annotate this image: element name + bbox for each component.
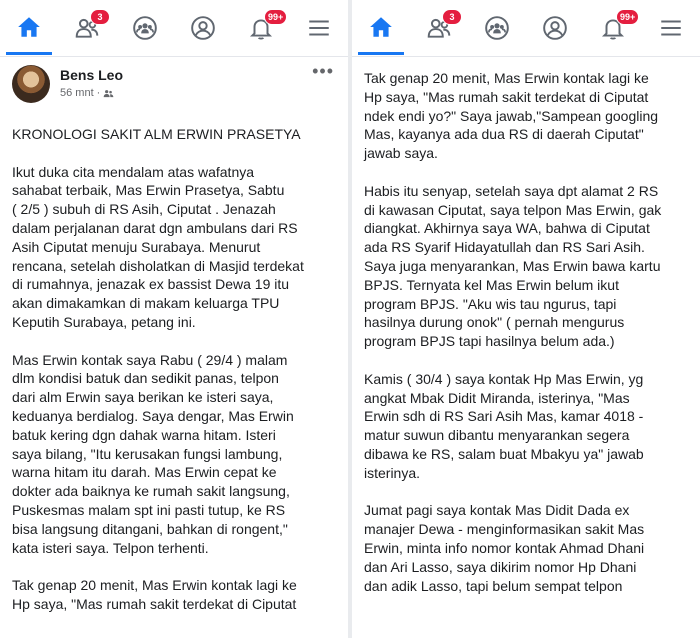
post-paragraph (364, 69, 688, 163)
post-header (0, 57, 348, 115)
text-line: Ikut duka cita mendalam atas wafatnya (12, 163, 255, 180)
nav-home[interactable] (358, 1, 404, 55)
notifications-badge: 99+ (264, 9, 287, 25)
text-line: di kawasan Ciputat, saya telpon Mas Erwin, gak (364, 201, 662, 218)
text-line: Mas, kayanya ada dua RS di daerah Ciputat" (364, 126, 644, 143)
friends-badge: 3 (90, 9, 110, 25)
text-line: KRONOLOGI SAKIT ALM ERWIN PRASETYA (12, 126, 301, 142)
post-meta: 56 mnt · (60, 87, 123, 99)
text-line: jawab saya. (364, 145, 438, 162)
text-line: saya bilang, "Itu kerusakan fungsi lambung, (12, 445, 283, 462)
text-line: dlm kondisi batuk dan sedikit panas, telpon (12, 370, 279, 387)
text-line: Jumat pagi saya kontak Mas Didit Dada ex (364, 502, 630, 519)
post-paragraph (364, 182, 688, 351)
text-line: Asih Ciputat menuju Surabaya. Menurut (12, 238, 261, 255)
text-line: Hp saya, "Mas rumah sakit terdekat di Ciputat (364, 88, 649, 105)
text-line: Keputih Surabaya, petang ini. (12, 313, 196, 330)
right-phone-screen (352, 0, 700, 638)
text-line: ada RS Syarif Hidayatullah dan RS Sari Asih. (364, 239, 645, 256)
home-icon (16, 14, 42, 40)
text-line: keduanya berdialog. Saya dengar, Mas Erwin (12, 407, 294, 424)
text-line: bisa langsung ditangani, bahkan di rongent," (12, 520, 288, 537)
notifications-badge: 99+ (616, 9, 639, 25)
text-line: diangkat. Akhirnya saya WA, bahwa di Ciputat (364, 220, 650, 237)
text-line: ( 2/5 ) subuh di RS Asih, Ciputat . Jenazah (12, 201, 276, 218)
nav-notifications[interactable] (238, 1, 284, 55)
post-body (352, 69, 700, 595)
friends-audience-icon (103, 88, 114, 99)
nav-friends[interactable] (64, 1, 110, 55)
text-line: Erwin sdh di RS Sari Asih Mas, kamar 4018 - (364, 408, 644, 425)
text-line: dan adik Lasso, tapi belum sempat telpon (364, 577, 623, 594)
home-icon (368, 14, 394, 40)
text-line: Erwin, minta info nomor kontak Ahmad Dhani (364, 539, 645, 556)
text-line: Tak genap 20 menit, Mas Erwin kontak lagi ke (12, 577, 297, 594)
nav-menu[interactable] (648, 1, 694, 55)
groups-icon (132, 15, 158, 41)
text-line: sahabat terbaik, Mas Erwin Prasetya, Sabtu (12, 182, 285, 199)
text-line: Puskesmas malam spt ini pasti tutup, ke RS (12, 501, 286, 518)
post-body (0, 125, 348, 614)
text-line: Kamis ( 30/4 ) saya kontak Hp Mas Erwin, yg (364, 370, 644, 387)
nav-groups[interactable] (474, 1, 520, 55)
nav-profile[interactable] (532, 1, 578, 55)
nav-home[interactable] (6, 1, 52, 55)
text-line: dan Ari Lasso, saya dikirim nomor Hp Dhani (364, 558, 637, 575)
text-line: batuk kering dgn dahak warna hitam. Isteri (12, 426, 276, 443)
text-line: Mas Erwin kontak saya Rabu ( 29/4 ) malam (12, 351, 288, 368)
post-paragraph (12, 125, 336, 144)
text-line: dari alm Erwin saya berikan ke isteri saya, (12, 389, 274, 406)
nav-friends[interactable] (416, 1, 462, 55)
text-line: rencana, setelah disholatkan di Masjid terdekat (12, 257, 304, 274)
text-line: Hp saya, "Mas rumah sakit terdekat di Ciputat (12, 595, 297, 612)
avatar[interactable] (12, 65, 50, 103)
post-paragraph (364, 370, 688, 483)
top-nav-bar (0, 0, 348, 57)
text-line: dokter ada baiknya ke rumah sakit langsung, (12, 483, 290, 500)
nav-notifications[interactable] (590, 1, 636, 55)
text-line: manajer Dewa - menginformasikan sakit Mas (364, 521, 645, 538)
hamburger-menu-icon (658, 15, 684, 41)
friends-badge: 3 (442, 9, 462, 25)
nav-menu[interactable] (296, 1, 342, 55)
profile-icon (190, 15, 216, 41)
hamburger-menu-icon (306, 15, 332, 41)
text-line: isterinya. (364, 464, 421, 481)
text-line: BPJS. Ternyata kel Mas Erwin belum ikut (364, 276, 619, 293)
text-line: dalam perjalanan darat dgn ambulans dari RS (12, 219, 298, 236)
text-line: program BPJS. "Aku wis tau ngurus, tapi (364, 295, 617, 312)
more-options-icon[interactable]: ••• (312, 61, 334, 81)
text-line: Tak genap 20 menit, Mas Erwin kontak lagi ke (364, 70, 649, 86)
text-line: ndek endi yo?" Saya jawab,"Sampean googling (364, 107, 659, 124)
left-phone-screen (0, 0, 348, 638)
post-paragraph (12, 576, 336, 614)
text-line: program BPJS tapi hasilnya belum ada.) (364, 333, 615, 350)
text-line: kata isteri saya. Telpon terhenti. (12, 539, 209, 556)
text-line: angkat Mbak Didit Miranda, isterinya, "Mas (364, 389, 630, 406)
post-paragraph (364, 501, 688, 595)
post-paragraph (12, 351, 336, 558)
post-time[interactable]: 56 mnt (60, 87, 94, 99)
top-nav-bar (352, 0, 700, 57)
text-line: Saya juga menyarankan, Mas Erwin bawa kartu (364, 257, 661, 274)
nav-groups[interactable] (122, 1, 168, 55)
text-line: di rumahnya, jenazak ex bassist Dewa 19 itu (12, 276, 290, 293)
profile-icon (542, 15, 568, 41)
text-line: akan dimakamkan di makam keluarga TPU (12, 295, 280, 312)
nav-profile[interactable] (180, 1, 226, 55)
author-name[interactable]: Bens Leo (60, 67, 124, 83)
post-paragraph (12, 163, 336, 332)
text-line: matur suwun dibantu menyarankan segera (364, 427, 630, 444)
text-line: warna hitam itu darah. Mas Erwin cepat ke (12, 464, 277, 481)
text-line: Habis itu senyap, setelah saya dpt alamat 2 RS (364, 182, 659, 199)
groups-icon (484, 15, 510, 41)
text-line: dibawa ke RS, salam buat Mbakyu ya" jawab (364, 445, 644, 462)
text-line: hasilnya durung onok" ( pernah mengurus (364, 314, 625, 331)
